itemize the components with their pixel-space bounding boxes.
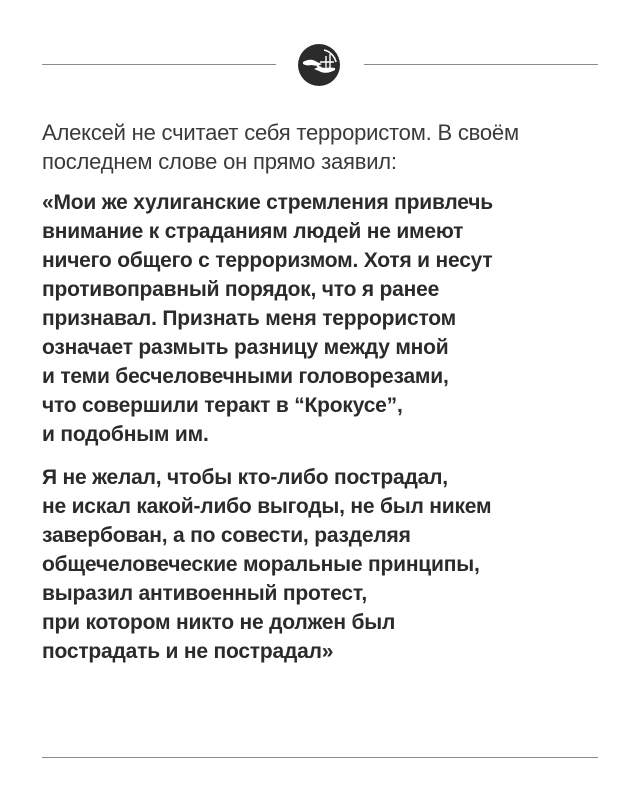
header [42,40,598,90]
text-line: «Мои же хулиганские стремления привлечь [42,191,493,214]
text-line: последнем слове он прямо заявил: [42,149,397,174]
text-line: и теми бесчеловечными головорезами, [42,365,449,388]
hands-globe-icon [296,42,342,88]
footer-divider [42,757,598,758]
text-line: признавал. Признать меня террористом [42,307,456,330]
header-divider-right [364,64,598,65]
quote-paragraph-1 [42,188,602,449]
text-line: внимание к страданиям людей не имеют [42,220,464,243]
text-line: завербован, а по совести, разделяя [42,524,411,547]
text-line: Алексей не считает себя террористом. В своём [42,120,519,145]
text-line: ничего общего с терроризмом. Хотя и несут [42,249,493,272]
text-line: и подобным им. [42,423,209,446]
text-line: что совершили теракт в “Крокусе”, [42,394,403,417]
header-divider-left [42,64,276,65]
intro-paragraph [42,118,602,176]
text-line: означает размыть разницу между мной [42,336,449,359]
text-line: общечеловеческие моральные принципы, [42,553,480,576]
text-line: не искал какой-либо выгоды, не был никем [42,495,492,518]
quote-paragraph-2 [42,463,602,666]
text-line: пострадать и не пострадал» [42,640,334,663]
text-line: Я не желал, чтобы кто-либо пострадал, [42,466,448,489]
text-line: выразил антивоенный протест, [42,582,367,605]
text-line: противоправный порядок, что я ранее [42,278,440,301]
text-line: при котором никто не должен был [42,611,396,634]
article-body [42,118,602,680]
